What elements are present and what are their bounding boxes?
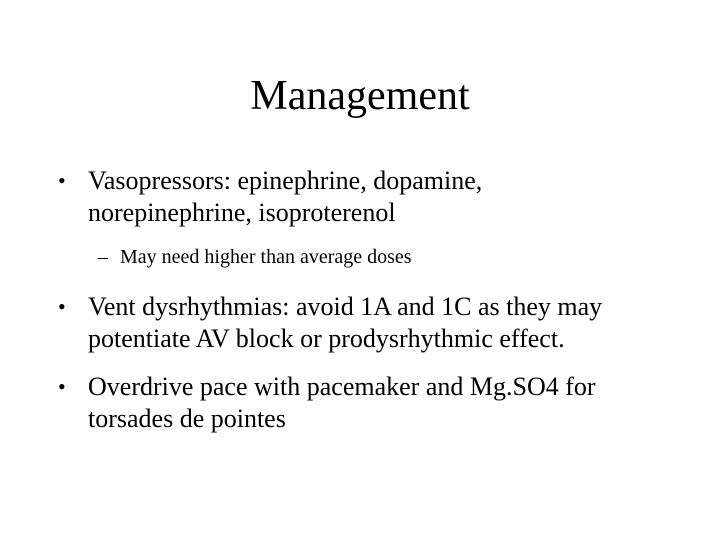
bullet-marker: • [58,374,66,399]
bullet-text-line-1: Vasopressors: epinephrine, dopamine, [88,166,483,195]
sub-bullet-marker: – [98,246,108,268]
bullet-marker: • [58,168,66,193]
slide-title: Management [250,73,470,119]
bullet-text-line-2: potentiate AV block or prodysrhythmic effect. [88,324,565,353]
bullet-text-line-2: torsades de pointes [88,404,286,433]
bullet-text-line-2: norepinephrine, isoproterenol [88,198,396,227]
bullet-vent-dysrhythmias [58,291,698,355]
bullet-overdrive-pace [58,371,698,435]
bullet-text-line-1: Vent dysrhythmias: avoid 1A and 1C as they may [88,292,603,321]
sub-bullet-text: May need higher than average doses [120,246,412,268]
sub-bullet-doses [98,244,698,270]
bullet-vasopressors [58,165,698,229]
bullet-marker: • [58,294,66,319]
bullet-text-line-1: Overdrive pace with pacemaker and Mg.SO4 for [88,372,596,401]
